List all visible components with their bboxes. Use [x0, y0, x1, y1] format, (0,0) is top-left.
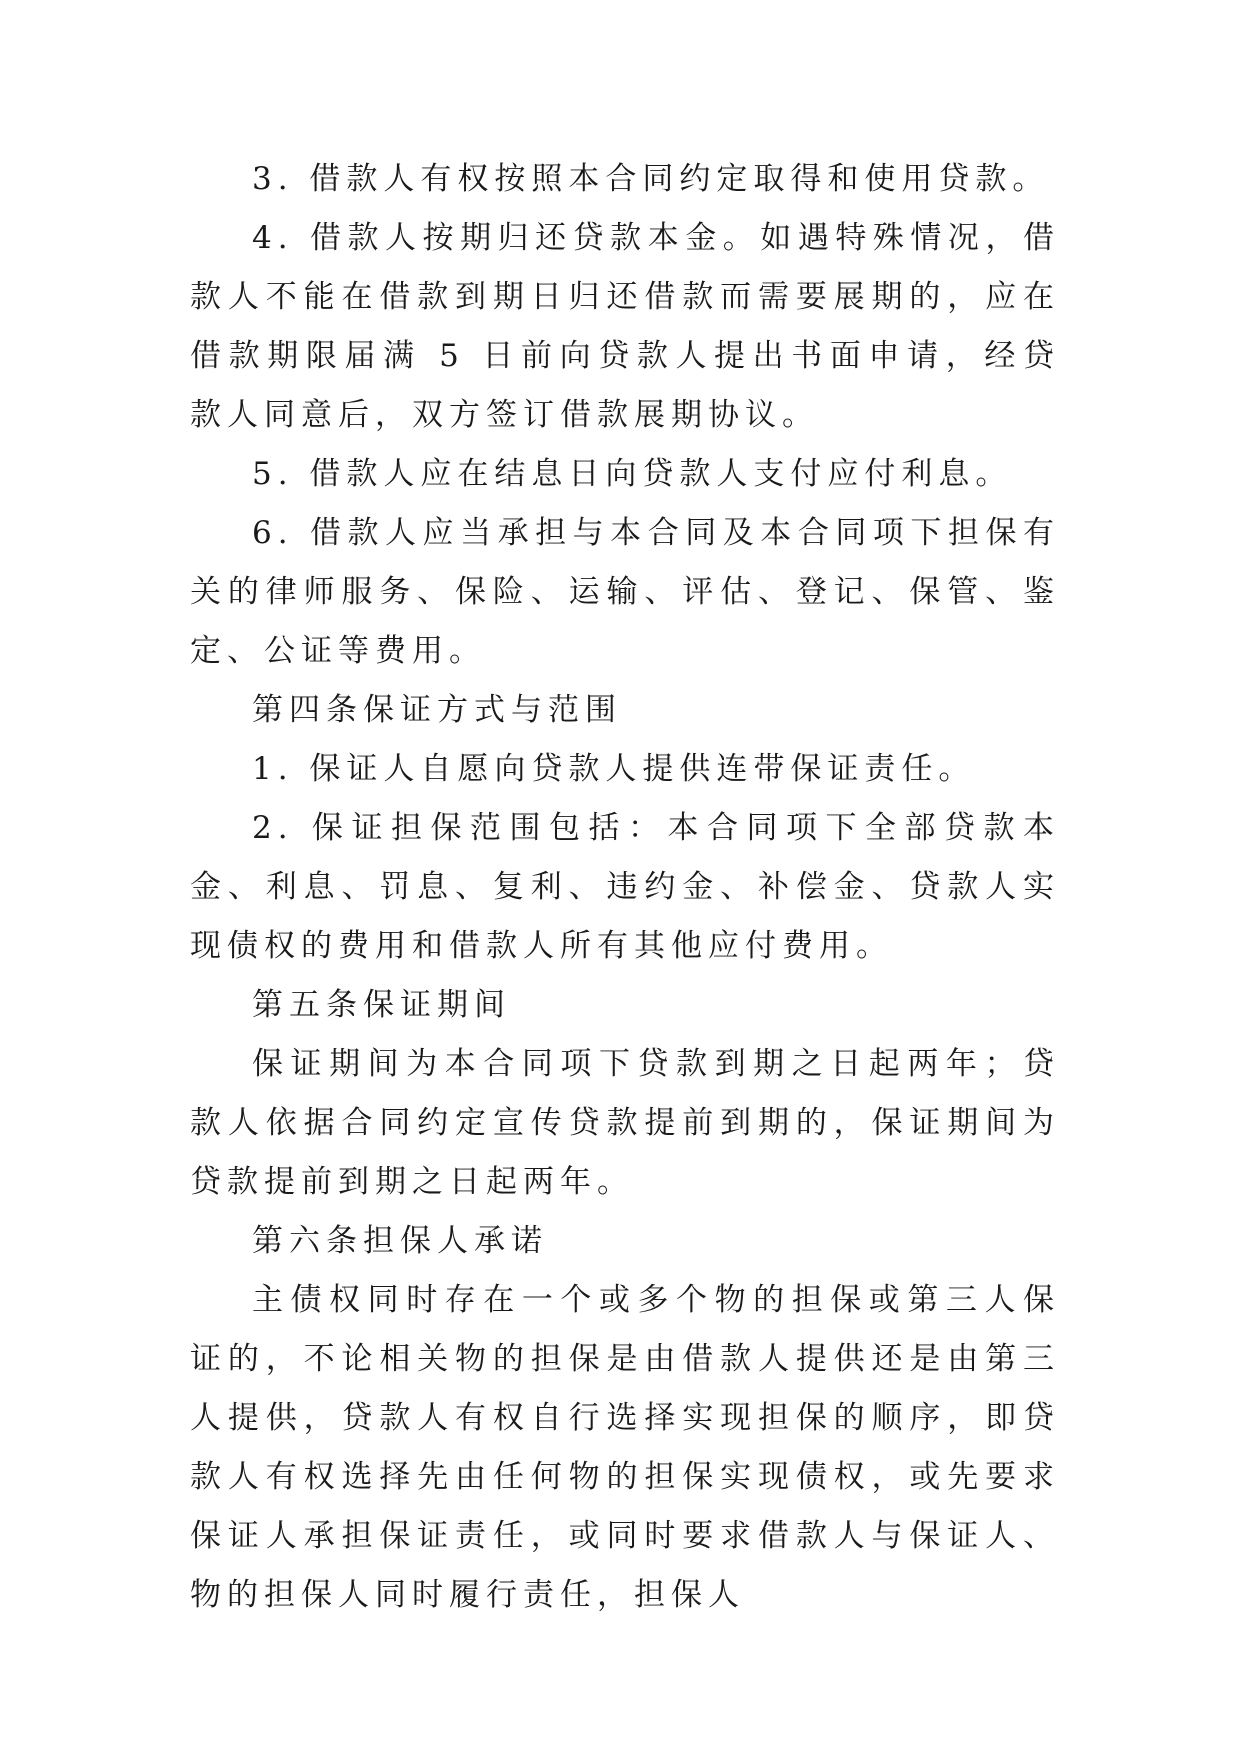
paragraph-borrower-right-to-use-loan: 3. 借款人有权按照本合同约定取得和使用贷款。 [252, 161, 1050, 197]
paragraph-guarantor-commitment: 主债权同时存在一个或多个物的担保或第三人保证的，不论相关物的担保是由借款人提供还是由第三人提供，贷款人有权自行选择实现担保的顺序，即贷款人有权选择先由任何物的担保实现债权，或先要求保证人承担保证责任，或同时要求借款人与保证人、物的担保人同时履行责任，担保人 [190, 1282, 1060, 1613]
paragraph-joint-guarantee: 1. 保证人自愿向贷款人提供连带保证责任。 [252, 751, 976, 787]
paragraph-interest-payment: 5. 借款人应在结息日向贷款人支付应付利息。 [252, 456, 1013, 492]
heading-article-6: 第六条担保人承诺 [252, 1223, 548, 1259]
paragraph-repayment-extension: 4. 借款人按期归还贷款本金。如遇特殊情况，借款人不能在借款到期日归还借款而需要展期的，应在借款期限届满 5 日前向贷款人提出书面申请，经贷款人同意后，双方签订借款展期协议。 [190, 220, 1060, 433]
heading-article-5: 第五条保证期间 [252, 987, 511, 1023]
heading-article-4: 第四条保证方式与范围 [252, 692, 622, 728]
paragraph-guarantee-scope: 2. 保证担保范围包括：本合同项下全部贷款本金、利息、罚息、复利、违约金、补偿金、贷款人实现债权的费用和借款人所有其他应付费用。 [190, 810, 1060, 964]
paragraph-guarantee-period: 保证期间为本合同项下贷款到期之日起两年；贷款人依据合同约定宣传贷款提前到期的，保证期间为贷款提前到期之日起两年。 [190, 1046, 1060, 1200]
document-page [190, 150, 1060, 1625]
paragraph-related-fees: 6. 借款人应当承担与本合同及本合同项下担保有关的律师服务、保险、运输、评估、登记、保管、鉴定、公证等费用。 [190, 515, 1060, 669]
